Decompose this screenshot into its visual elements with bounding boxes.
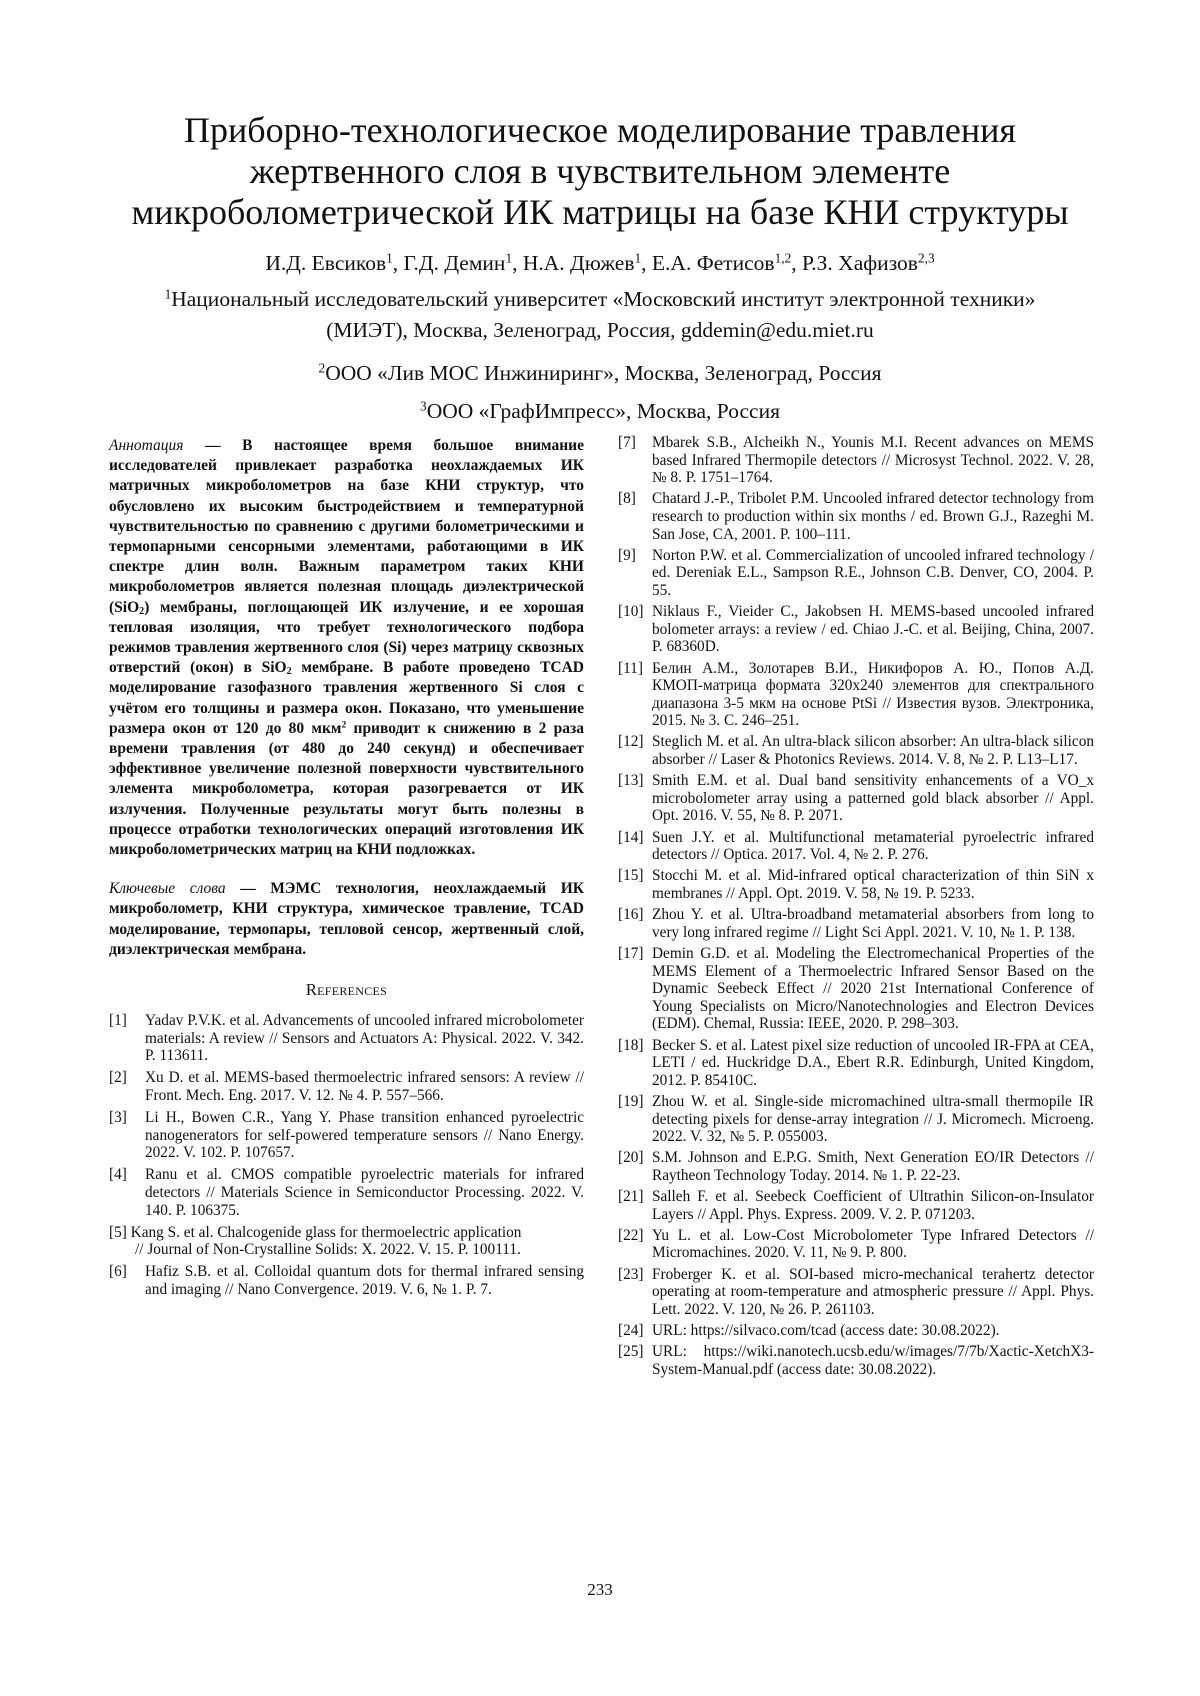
reference-item: [24] URL: https://silvaco.com/tcad (access date: 30.08.2022).	[618, 1322, 1094, 1340]
reference-item: [13] Smith E.M. et al. Dual band sensitivity enhancements of a VO_x microbolometer array using a patterned gold black absorber // Appl. Opt. 2016. V. 55, № 8. P. 2071.	[618, 772, 1094, 825]
references-heading: References	[109, 980, 584, 1000]
reference-item: [22] Yu L. et al. Low-Cost Microbolometer Type Infrared Detectors // Micromachines. 2020. V. 11, № 9. P. 800.	[618, 1227, 1094, 1262]
reference-item: [23] Froberger K. et al. SOI-based micro-mechanical terahertz detector operating at room-temperature and atmospheric pressure // Appl. Phys. Lett. 2022. V. 120, № 26. P. 261103.	[618, 1266, 1094, 1319]
paper-title	[100, 110, 1100, 233]
reference-item: [21] Salleh F. et al. Seebeck Coefficient of Ultrathin Silicon-on-Insulator Layers // Appl. Phys. Express. 2009. V. 2. P. 071203.	[618, 1188, 1094, 1223]
reference-item: [17] Demin G.D. et al. Modeling the Electromechanical Properties of the MEMS Element of a Thermoelectric Infrared Sensor Based on the Dynamic Seebeck Effect // 2020 21st International Conference of Young Specialists on Micro/Nanotechnologies and Electron Devices (EDM). Chemal, Russia: IEEE, 2020. P. 298–303.	[618, 945, 1094, 1033]
reference-item: [19] Zhou W. et al. Single-side micromachined ultra-small thermopile IR detecting pixels for dense-array integration // J. Micromech. Microeng. 2022. V. 32, № 5. P. 055003.	[618, 1093, 1094, 1146]
reference-item: [2] Xu D. et al. MEMS-based thermoelectric infrared sensors: A review // Front. Mech. Eng. 2017. V. 12. № 4. P. 557–566.	[109, 1069, 584, 1104]
reference-item: [3] Li H., Bowen C.R., Yang Y. Phase transition enhanced pyroelectric nanogenerators for self-powered temperature sensors // Nano Energy. 2022. V. 102. P. 107657.	[109, 1109, 584, 1162]
author: Н.А. Дюжев1,	[523, 251, 652, 275]
references-list-right	[618, 434, 1094, 1378]
reference-item: [7] Mbarek S.B., Alcheikh N., Younis M.I. Recent advances on MEMS based Infrared Thermopile detectors // Microsyst Technol. 2022. V. 28, № 8. P. 1751–1764.	[618, 434, 1094, 487]
paper-page	[0, 0, 1200, 1696]
reference-item: [20] S.M. Johnson and E.P.G. Smith, Next Generation EO/IR Detectors // Raytheon Technology Today. 2014. № 1. P. 22-23.	[618, 1149, 1094, 1184]
page-number: 233	[0, 1580, 1200, 1600]
reference-item: [14] Suen J.Y. et al. Multifunctional metamaterial pyroelectric infrared detectors // Optica. 2017. Vol. 4, № 2. P. 276.	[618, 829, 1094, 864]
author: Е.А. Фетисов1,2,	[652, 251, 802, 275]
reference-item: [25] URL: https://wiki.nanotech.ucsb.edu/w/images/7/7b/Xactic-XetchX3-System-Manual.pdf (access date: 30.08.2022).	[618, 1343, 1094, 1378]
affiliation-3: 3ООО «ГрафИмпресс», Москва, Россия	[100, 396, 1100, 427]
affiliation-2: 2ООО «Лив МОС Инжиниринг», Москва, Зеленоград, Россия	[100, 358, 1100, 389]
author: И.Д. Евсиков1,	[265, 251, 403, 275]
author-list	[100, 250, 1100, 276]
title-line: Приборно-технологическое моделирование травления	[100, 110, 1100, 151]
reference-item: [10] Niklaus F., Vieider C., Jakobsen H. MEMS-based uncooled infrared bolometer arrays: a review / ed. Chiao J.-C. et al. Beijing, China, 2007. P. 68360D.	[618, 603, 1094, 656]
reference-item: [9] Norton P.W. et al. Commercialization of uncooled infrared technology / ed. Dereniak E.L., Sampson R.E., Johnson C.B. Denver, CO, 2004. P. 55.	[618, 547, 1094, 600]
reference-item: [1] Yadav P.V.K. et al. Advancements of uncooled infrared microbolometer materials: A review // Sensors and Actuators A: Physical. 2022. V. 342. P. 113611.	[109, 1012, 584, 1065]
left-column	[109, 436, 584, 1303]
affiliation-1: 1Национальный исследовательский университет «Московский институт электронной техники» (МИЭТ), Москва, Зеленоград, Россия, gddemin@edu.miet.ru	[100, 284, 1100, 346]
reference-item: [18] Becker S. et al. Latest pixel size reduction of uncooled IR-FPA at CEA, LETI / ed. Huckridge D.A., Ebert R.R. Edinburgh, United Kingdom, 2012. P. 85410C.	[618, 1037, 1094, 1090]
author: Р.З. Хафизов2,3	[802, 251, 935, 275]
title-line: жертвенного слоя в чувствительном элементе	[100, 151, 1100, 192]
reference-item: [12] Steglich M. et al. An ultra-black silicon absorber: An ultra-black silicon absorber // Laser & Photonics Reviews. 2014. V. 8, № 2. P. L13–L17.	[618, 733, 1094, 768]
reference-item: [5] Kang S. et al. Chalcogenide glass for thermoelectric application // Journal of Non-Crystalline Solids: X. 2022. V. 15. P. 100111.	[109, 1224, 584, 1259]
references-list-left	[109, 1012, 584, 1298]
right-column	[618, 434, 1094, 1382]
reference-item: [15] Stocchi M. et al. Mid-infrared optical characterization of thin SiN x membranes // Appl. Opt. 2019. V. 58, № 19. P. 5233.	[618, 867, 1094, 902]
keywords: Ключевые слова — МЭМС технология, неохлаждаемый ИК микроболометр, КНИ структура, химическое травление, TCAD моделирование, термопары, тепловой сенсор, жертвенный слой, диэлектрическая мембрана.	[109, 879, 584, 960]
reference-item: [11] Белин А.М., Золотарев В.И., Никифоров А. Ю., Попов А.Д. КМОП-матрица формата 320x240 элементов для спектрального диапазона 3-5 мкм на основе PtSi // Известия вузов. Электроника, 2015. № 3. С. 246–251.	[618, 660, 1094, 730]
reference-item: [4] Ranu et al. CMOS compatible pyroelectric materials for infrared detectors // Materials Science in Semiconductor Processing. 2022. V. 140. P. 106375.	[109, 1166, 584, 1219]
author: Г.Д. Демин1,	[404, 251, 523, 275]
abstract: Аннотация — В настоящее время большое внимание исследователей привлекает разработка неохлаждаемых ИК матричных микроболометров на базе КНИ структур, что обусловлено их высоким быстродействием и температурной чувствительностью по сравнению с другими болометрическими и термопарными сенсорными элементами, работающими в ИК спектре длин волн. Важным параметром таких КНИ микроболометров является полезная площадь диэлектрической (SiO2) мембраны, поглощающей ИК излучение, и ее хорошая тепловая изоляция, что требует технологического подбора режимов травления жертвенного слоя (Si) через матрицу сквозных отверстий (окон) в SiO2 мембране. В работе проведено TCAD моделирование газофазного травления жертвенного Si слоя с учётом его толщины и размера окон. Показано, что уменьшение размера окон от 120 до 80 мкм2 приводит к снижению в 2 раза времени травления (от 480 до 240 секунд) и обеспечивает эффективное увеличение полезной поверхности чувствительного элемента микроболометра, которая разогревается от ИК излучения. Полученные результаты могут быть полезны в процессе отработки технологических операций изготовления ИК микроболометрических матриц на КНИ подложках.	[109, 436, 584, 860]
title-line: микроболометрической ИК матрицы на базе КНИ структуры	[100, 192, 1100, 233]
reference-item: [8] Chatard J.-P., Tribolet P.M. Uncooled infrared detector technology from research to production within six months / ed. Brown G.J., Razeghi M. San Jose, CA, 2001. P. 100–111.	[618, 490, 1094, 543]
reference-item: [6] Hafiz S.B. et al. Colloidal quantum dots for thermal infrared sensing and imaging // Nano Convergence. 2019. V. 6, № 1. P. 7.	[109, 1263, 584, 1298]
reference-item: [16] Zhou Y. et al. Ultra-broadband metamaterial absorbers from long to very long infrared regime // Light Sci Appl. 2021. V. 10, № 1. P. 138.	[618, 906, 1094, 941]
